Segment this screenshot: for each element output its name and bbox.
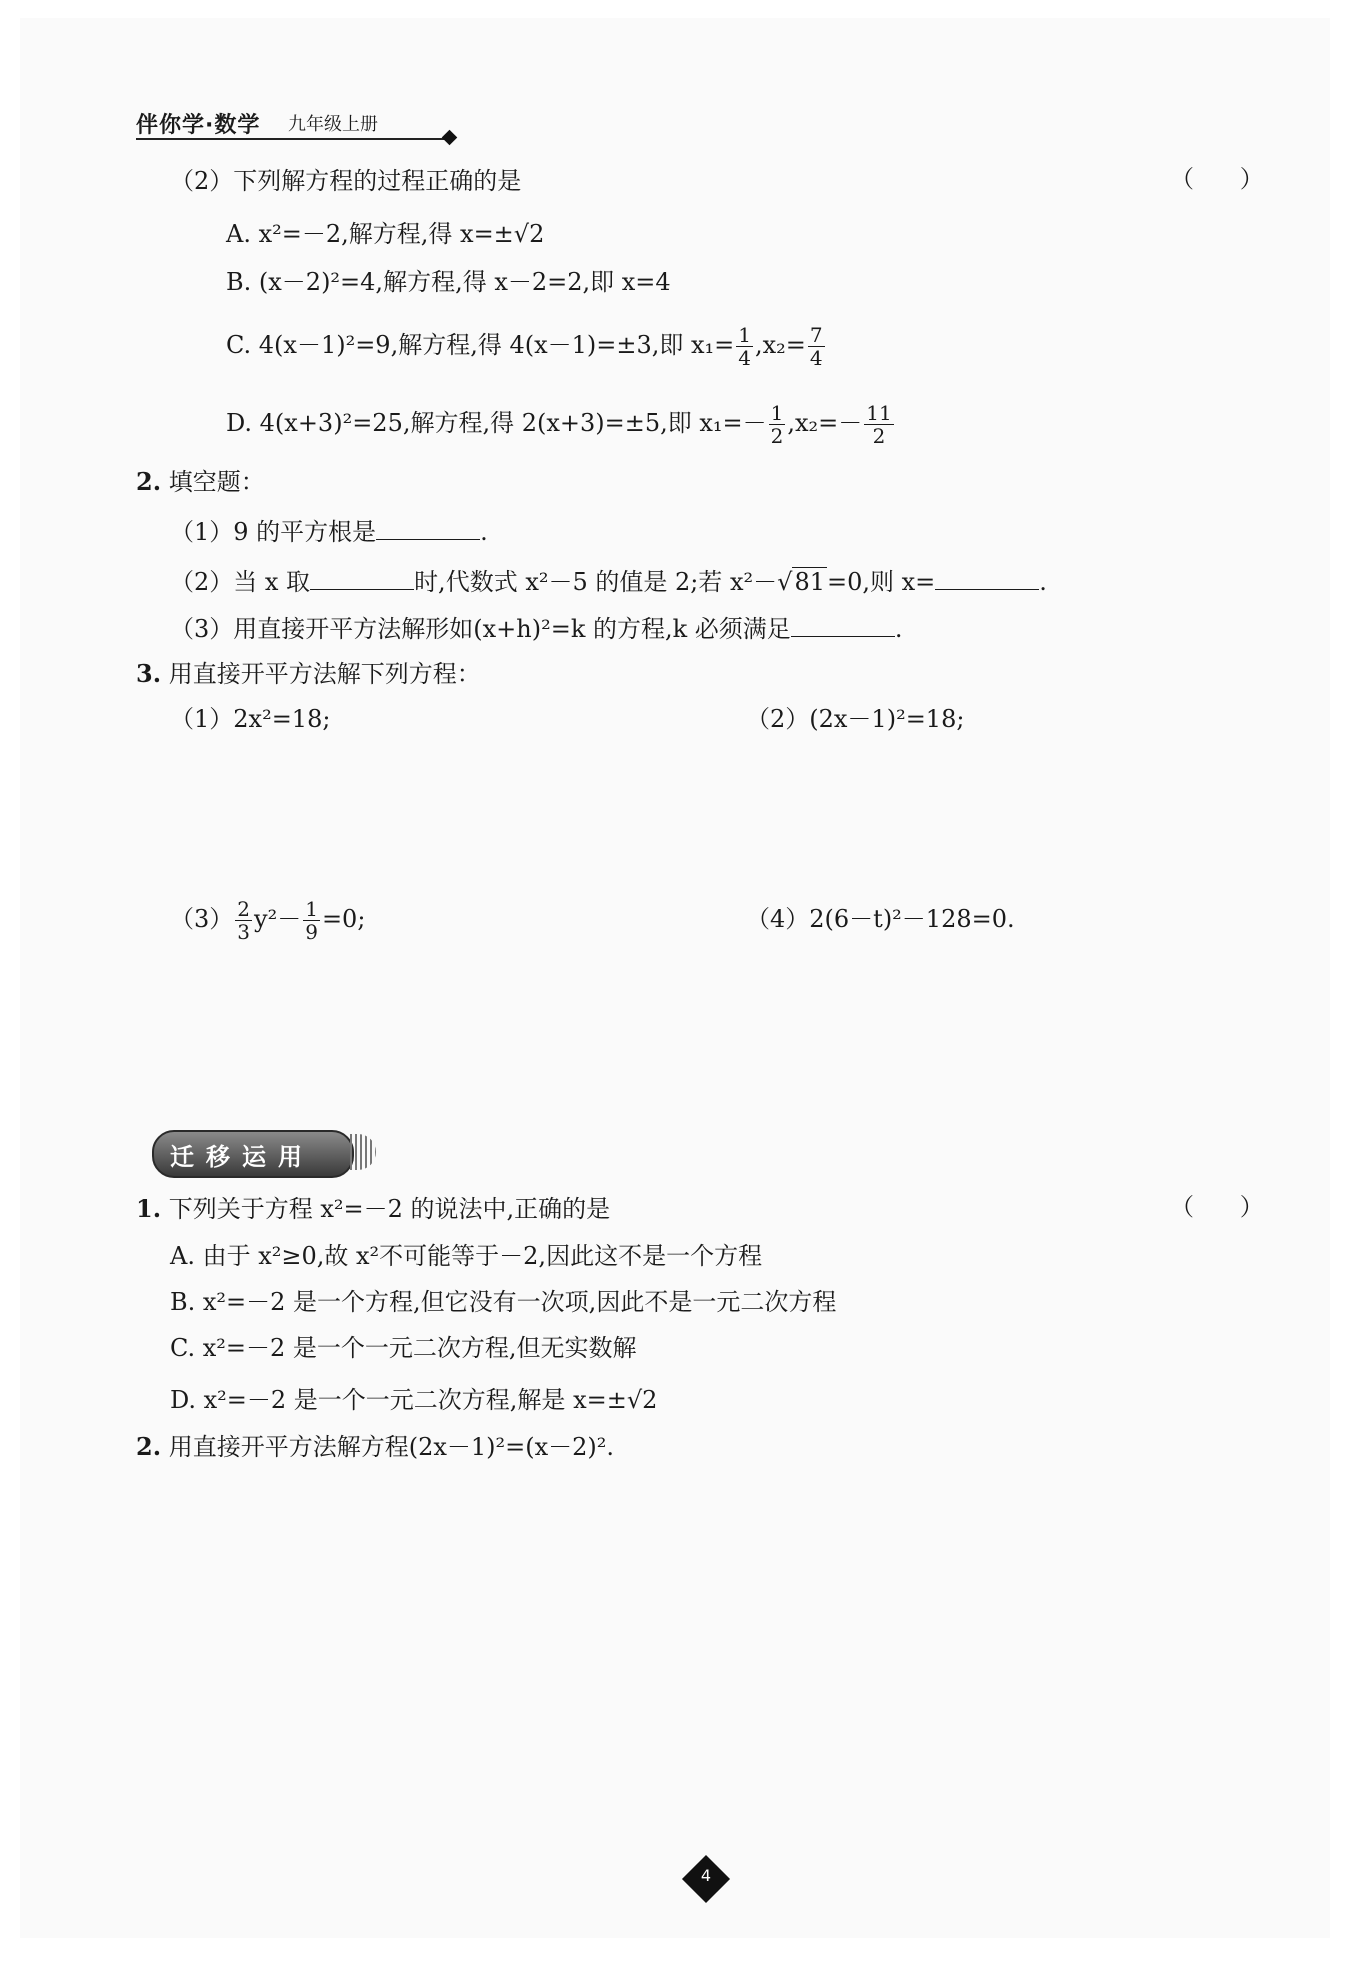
q2-2-option-c [226,324,827,369]
question-number: 3. [136,659,162,688]
fraction [769,402,786,447]
answer-blank[interactable] [791,610,895,637]
numerator: 1 [770,401,784,425]
item-text-end: . [894,615,903,643]
question-number: 1. [136,1194,162,1223]
q2-2-stem: （2）下列解方程的过程正确的是 [170,167,522,195]
item-text: （2）当 x 取 [170,568,311,596]
question-number: 2. [136,467,162,496]
denominator: 9 [305,920,318,944]
numerator: 1 [305,897,318,921]
question-stem: 下列关于方程 x²=－2 的说法中,正确的是 [168,1195,611,1223]
option-text: 4(x+3)²=25,解方程,得 2(x+3)=±5,即 x₁=－ [259,409,767,437]
t1-option-c: C. x²=－2 是一个一元二次方程,但无实数解 [170,1334,637,1362]
diamond-icon [442,130,458,146]
answer-blank[interactable] [935,563,1039,590]
q2-2-option-a [226,218,544,250]
option-label: D. [226,409,253,437]
item-text-end: . [480,518,488,546]
question-title: 用直接开平方法解下列方程： [168,660,481,688]
solve-item-2: （2）(2x－1)²=18; [746,705,965,733]
item-text-end: =0; [321,905,366,933]
fill-heading [136,466,265,498]
badge-stripes [350,1134,376,1170]
t1-stem [136,1193,610,1225]
solve-item-4: （4）2(6－t)²－128=0. [746,905,1015,933]
sqrt-radicand: 81 [794,568,825,596]
item-text: （3） [170,905,234,933]
fraction [235,898,252,943]
option-text: (x－2)²=4,解方程,得 x－2=2,即 x=4 [258,268,671,296]
fraction [864,402,893,447]
numerator: 11 [866,401,892,425]
option-text: x²=－2,解方程,得 x=±√2 [258,220,545,248]
denominator: 4 [738,346,752,370]
answer-blank[interactable] [376,513,480,540]
question-title: 填空题： [168,468,265,496]
section-title: 迁移运用 [170,1143,314,1171]
denominator: 4 [809,346,823,370]
denominator: 3 [237,920,251,944]
item-text-mid: y²－ [254,905,302,933]
option-label: C. [226,331,252,359]
answer-blank[interactable] [310,563,414,590]
item-text-end: . [1039,568,1047,596]
page-number-badge [683,1856,729,1902]
question-text: 用直接开平方法解方程(2x－1)²=(x－2)². [168,1433,615,1461]
t1-option-d: D. x²=－2 是一个一元二次方程,解是 x=±√2 [170,1386,658,1414]
page-header [136,88,466,138]
fill-item-3 [170,610,902,645]
solve-item-3 [170,898,365,943]
t1-option-a: A. 由于 x²≥0,故 x²不可能等于－2,因此这不是一个方程 [170,1242,763,1270]
option-text: 4(x－1)²=9,解方程,得 4(x－1)=±3,即 x₁= [258,331,735,359]
option-text-2: ,x₂= [755,331,806,359]
book-brand: 伴你学·数学 [136,113,261,138]
q2-2-answer-bracket[interactable]: （ ） [1170,165,1264,193]
fraction [303,898,320,943]
question-number: 2. [136,1432,162,1461]
item-text-mid: 时,代数式 x²－5 的值是 2;若 x²－ [414,568,778,596]
page-number: 4 [700,1866,712,1885]
solve-item-1: （1）2x²=18; [170,705,331,733]
t2-question [136,1431,614,1463]
denominator: 2 [770,424,784,448]
option-label: B. [226,268,252,296]
q2-2-option-b [226,266,671,298]
option-text-2: ,x₂=－ [787,409,863,437]
fill-item-2: （2）当 x 取 时,代数式 x²－5 的值是 2;若 x²－√81=0,则 x= . [170,563,1047,598]
solve-heading [136,658,481,690]
fraction [808,324,825,369]
option-label: A. [226,220,251,248]
header-rule [136,138,448,140]
numerator: 1 [738,323,752,347]
fill-item-1 [170,513,488,548]
numerator: 7 [809,323,823,347]
numerator: 2 [237,897,251,921]
book-volume: 九年级上册 [288,114,378,135]
fraction [736,324,753,369]
t1-answer-bracket[interactable]: （ ） [1170,1193,1264,1221]
t1-option-b: B. x²=－2 是一个方程,但它没有一次项,因此不是一元二次方程 [170,1288,837,1316]
item-text: （3）用直接开平方法解形如(x+h)²=k 的方程,k 必须满足 [170,615,791,643]
workbook-page [20,18,1330,1938]
item-text: （1）9 的平方根是 [170,518,377,546]
denominator: 2 [872,424,886,448]
q2-2-option-d [226,402,896,447]
item-text-mid-2: =0,则 x= [827,568,936,596]
section-badge [152,1126,362,1176]
